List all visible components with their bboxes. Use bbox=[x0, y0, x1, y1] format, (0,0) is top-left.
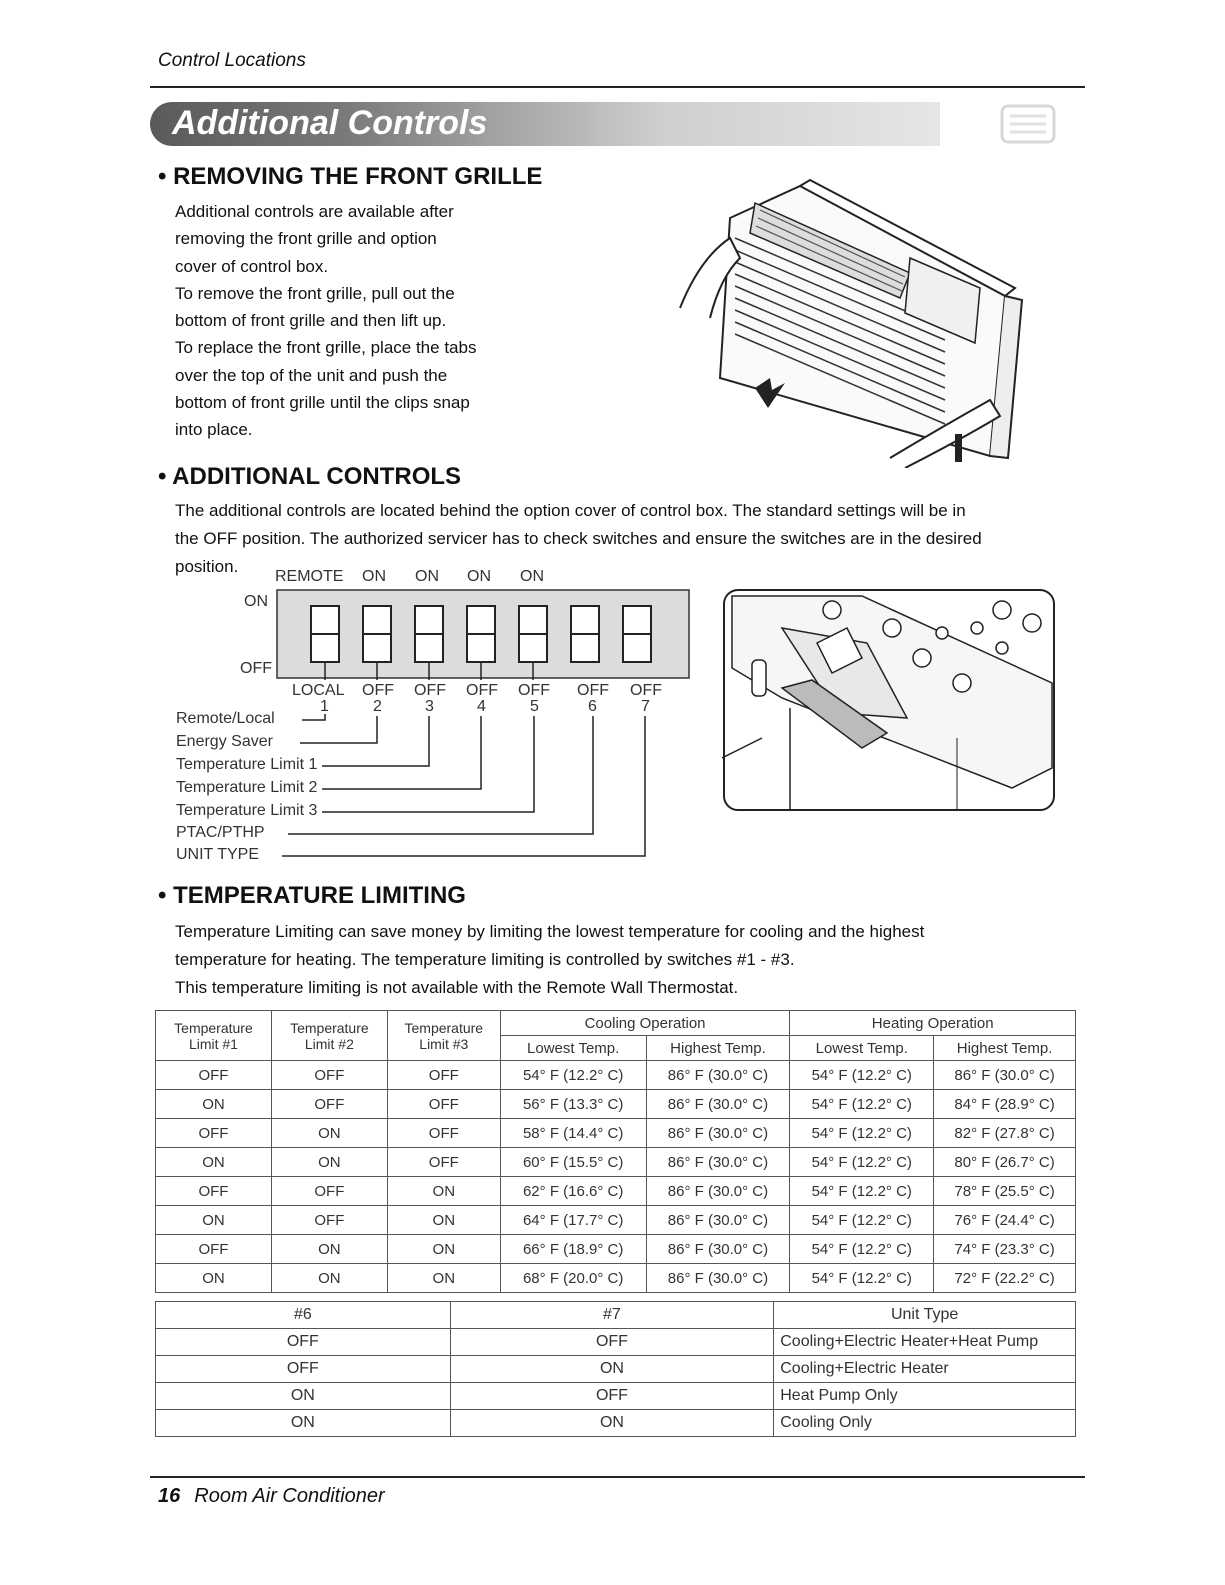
table-cell: ON bbox=[387, 1235, 500, 1264]
dip-bottom-label: LOCAL bbox=[292, 682, 345, 699]
table-cell: 66° F (18.9° C) bbox=[500, 1235, 646, 1264]
dip-bottom-label: OFF bbox=[518, 682, 550, 699]
table-cell: ON bbox=[156, 1148, 272, 1177]
table-cell: 86° F (30.0° C) bbox=[646, 1206, 790, 1235]
dip-number: 2 bbox=[373, 698, 382, 715]
table-cell: ON bbox=[271, 1119, 387, 1148]
front-grille-illustration bbox=[660, 178, 1040, 468]
dip-on-label: ON bbox=[244, 593, 268, 610]
page-number: 16 bbox=[158, 1485, 181, 1507]
table-cell: OFF bbox=[387, 1061, 500, 1090]
additional-line: the OFF position. The authorized servicer has to check switches and ensure the switches are in the desired bbox=[175, 529, 982, 548]
col-header-heat-low: Lowest Temp. bbox=[790, 1036, 934, 1061]
table-cell: OFF bbox=[271, 1206, 387, 1235]
table-cell: ON bbox=[156, 1264, 272, 1293]
dip-switch-6 bbox=[571, 606, 599, 662]
table-cell: ON bbox=[450, 1410, 774, 1437]
table-cell: 64° F (17.7° C) bbox=[500, 1206, 646, 1235]
table-row bbox=[156, 1235, 1076, 1264]
page-footer bbox=[158, 1485, 385, 1508]
legend-remote-local: Remote/Local bbox=[176, 710, 275, 727]
table-cell: 54° F (12.2° C) bbox=[790, 1235, 934, 1264]
table-cell: 54° F (12.2° C) bbox=[790, 1090, 934, 1119]
table-cell: OFF bbox=[271, 1061, 387, 1090]
col-header-cooling: Cooling Operation bbox=[500, 1011, 790, 1036]
table-cell: ON bbox=[156, 1383, 451, 1410]
table-cell: 58° F (14.4° C) bbox=[500, 1119, 646, 1148]
col-header-heating: Heating Operation bbox=[790, 1011, 1076, 1036]
table-cell: 72° F (22.2° C) bbox=[934, 1264, 1076, 1293]
dip-top-label: ON bbox=[362, 568, 386, 585]
removing-line: removing the front grille and option bbox=[175, 229, 437, 249]
table-cell: 86° F (30.0° C) bbox=[646, 1090, 790, 1119]
dip-switch-block bbox=[275, 588, 695, 683]
dip-switch-7 bbox=[623, 606, 651, 662]
col-header-unit-type: Unit Type bbox=[774, 1302, 1076, 1329]
table-cell: ON bbox=[450, 1356, 774, 1383]
limiting-line: temperature for heating. The temperature limiting is controlled by switches #1 - #3. bbox=[175, 950, 795, 969]
table-cell: OFF bbox=[156, 1356, 451, 1383]
dip-number: 1 bbox=[320, 698, 329, 715]
legend-temp-limit-2: Temperature Limit 2 bbox=[176, 779, 318, 796]
removing-line: To replace the front grille, place the tabs bbox=[175, 338, 477, 358]
dip-bottom-label: OFF bbox=[630, 682, 662, 699]
dip-bottom-label: OFF bbox=[466, 682, 498, 699]
table-cell: 56° F (13.3° C) bbox=[500, 1090, 646, 1119]
table-cell: OFF bbox=[271, 1177, 387, 1206]
table-cell: ON bbox=[156, 1410, 451, 1437]
table-cell: 62° F (16.6° C) bbox=[500, 1177, 646, 1206]
table-cell: ON bbox=[271, 1264, 387, 1293]
dip-top-label: ON bbox=[520, 568, 544, 585]
banner-title: Additional Controls bbox=[172, 104, 488, 142]
col-header-cool-low: Lowest Temp. bbox=[500, 1036, 646, 1061]
table-row bbox=[156, 1329, 1076, 1356]
table-cell: 74° F (23.3° C) bbox=[934, 1235, 1076, 1264]
table-cell: 54° F (12.2° C) bbox=[790, 1119, 934, 1148]
removing-text bbox=[175, 198, 535, 444]
table-cell: 86° F (30.0° C) bbox=[646, 1148, 790, 1177]
limiting-line: This temperature limiting is not available with the Remote Wall Thermostat. bbox=[175, 978, 739, 997]
unit-type-table bbox=[155, 1301, 1076, 1437]
table-row bbox=[156, 1061, 1076, 1090]
table-cell: OFF bbox=[156, 1177, 272, 1206]
table-cell: 82° F (27.8° C) bbox=[934, 1119, 1076, 1148]
dip-number: 7 bbox=[641, 698, 650, 715]
removing-line: bottom of front grille until the clips snap bbox=[175, 393, 470, 413]
dip-off-label: OFF bbox=[240, 660, 272, 677]
table-cell: ON bbox=[156, 1206, 272, 1235]
dip-number: 4 bbox=[477, 698, 486, 715]
table-cell: 78° F (25.5° C) bbox=[934, 1177, 1076, 1206]
removing-line: To remove the front grille, pull out the bbox=[175, 283, 455, 303]
dip-top-label: ON bbox=[467, 568, 491, 585]
table-row bbox=[156, 1177, 1076, 1206]
table-cell: ON bbox=[387, 1177, 500, 1206]
table-cell: OFF bbox=[156, 1235, 272, 1264]
table-cell: OFF bbox=[450, 1329, 774, 1356]
table-cell: ON bbox=[271, 1235, 387, 1264]
col-header-limit-3: Temperature Limit #3 bbox=[387, 1011, 500, 1061]
table-cell: Cooling+Electric Heater+Heat Pump bbox=[774, 1329, 1076, 1356]
removing-line: over the top of the unit and push the bbox=[175, 365, 448, 385]
table-cell: OFF bbox=[156, 1061, 272, 1090]
col-header-cool-high: Highest Temp. bbox=[646, 1036, 790, 1061]
col-header-switch-6: #6 bbox=[156, 1302, 451, 1329]
additional-heading: • ADDITIONAL CONTROLS bbox=[158, 463, 462, 490]
col-header-limit-2: Temperature Limit #2 bbox=[271, 1011, 387, 1061]
section-header: Control Locations bbox=[158, 50, 306, 71]
table-cell: 76° F (24.4° C) bbox=[934, 1206, 1076, 1235]
table-cell: ON bbox=[271, 1148, 387, 1177]
table-cell: Cooling+Electric Heater bbox=[774, 1356, 1076, 1383]
table-row bbox=[156, 1410, 1076, 1437]
dip-bottom-label: OFF bbox=[362, 682, 394, 699]
table-cell: ON bbox=[387, 1206, 500, 1235]
table-cell: 86° F (30.0° C) bbox=[646, 1119, 790, 1148]
table-cell: 80° F (26.7° C) bbox=[934, 1148, 1076, 1177]
footer-title: Room Air Conditioner bbox=[194, 1485, 385, 1507]
limiting-text bbox=[175, 918, 1080, 1002]
limiting-heading: • TEMPERATURE LIMITING bbox=[158, 882, 466, 909]
legend-temp-limit-3: Temperature Limit 3 bbox=[176, 802, 318, 819]
col-header-heat-high: Highest Temp. bbox=[934, 1036, 1076, 1061]
table-cell: OFF bbox=[156, 1119, 272, 1148]
control-box-illustration bbox=[722, 588, 1058, 814]
table-cell: 54° F (12.2° C) bbox=[790, 1177, 934, 1206]
table-cell: 54° F (12.2° C) bbox=[790, 1206, 934, 1235]
legend-energy-saver: Energy Saver bbox=[176, 733, 273, 750]
table-cell: 86° F (30.0° C) bbox=[646, 1177, 790, 1206]
dip-top-label: ON bbox=[415, 568, 439, 585]
temperature-limit-table bbox=[155, 1010, 1076, 1293]
additional-line: position. bbox=[175, 557, 239, 576]
table-row bbox=[156, 1206, 1076, 1235]
table-cell: OFF bbox=[450, 1383, 774, 1410]
dip-top-label: REMOTE bbox=[275, 568, 344, 585]
table-cell: 86° F (30.0° C) bbox=[646, 1264, 790, 1293]
table-cell: 68° F (20.0° C) bbox=[500, 1264, 646, 1293]
table-cell: OFF bbox=[387, 1090, 500, 1119]
limiting-line: Temperature Limiting can save money by limiting the lowest temperature for cooling and the highest bbox=[175, 922, 925, 941]
table-cell: 86° F (30.0° C) bbox=[646, 1061, 790, 1090]
dip-number: 5 bbox=[530, 698, 539, 715]
removing-line: into place. bbox=[175, 420, 253, 440]
dip-number: 3 bbox=[425, 698, 434, 715]
table-cell: 84° F (28.9° C) bbox=[934, 1090, 1076, 1119]
table-cell: 54° F (12.2° C) bbox=[790, 1061, 934, 1090]
table-row bbox=[156, 1148, 1076, 1177]
table-cell: 60° F (15.5° C) bbox=[500, 1148, 646, 1177]
table-row bbox=[156, 1119, 1076, 1148]
table-cell: 54° F (12.2° C) bbox=[790, 1264, 934, 1293]
col-header-switch-7: #7 bbox=[450, 1302, 774, 1329]
table-row bbox=[156, 1090, 1076, 1119]
table-cell: 86° F (30.0° C) bbox=[646, 1235, 790, 1264]
col-header-limit-1: Temperature Limit #1 bbox=[156, 1011, 272, 1061]
legend-unit-type: UNIT TYPE bbox=[176, 846, 259, 863]
table-row bbox=[156, 1383, 1076, 1410]
legend-ptac-pthp: PTAC/PTHP bbox=[176, 824, 265, 841]
table-cell: OFF bbox=[387, 1148, 500, 1177]
table-cell: ON bbox=[387, 1264, 500, 1293]
removing-line: Additional controls are available after bbox=[175, 202, 454, 221]
additional-line: The additional controls are located behind the option cover of control box. The standard settings will be in bbox=[175, 501, 966, 520]
removing-line: bottom of front grille and then lift up. bbox=[175, 311, 447, 331]
table-cell: ON bbox=[156, 1090, 272, 1119]
dip-bottom-label: OFF bbox=[577, 682, 609, 699]
table-row bbox=[156, 1356, 1076, 1383]
table-cell: 54° F (12.2° C) bbox=[790, 1148, 934, 1177]
legend-temp-limit-1: Temperature Limit 1 bbox=[176, 756, 318, 773]
dip-bottom-label: OFF bbox=[414, 682, 446, 699]
brand-mark-icon bbox=[988, 102, 1068, 146]
removing-heading: • REMOVING THE FRONT GRILLE bbox=[158, 163, 543, 190]
table-cell: OFF bbox=[156, 1329, 451, 1356]
footer-rule bbox=[150, 1476, 1085, 1478]
table-row bbox=[156, 1264, 1076, 1293]
table-cell: 54° F (12.2° C) bbox=[500, 1061, 646, 1090]
dip-number: 6 bbox=[588, 698, 597, 715]
table-cell: OFF bbox=[271, 1090, 387, 1119]
removing-line: cover of control box. bbox=[175, 256, 329, 276]
header-rule bbox=[150, 86, 1085, 88]
table-cell: 86° F (30.0° C) bbox=[934, 1061, 1076, 1090]
table-cell: Cooling Only bbox=[774, 1410, 1076, 1437]
table-cell: Heat Pump Only bbox=[774, 1383, 1076, 1410]
table-cell: OFF bbox=[387, 1119, 500, 1148]
